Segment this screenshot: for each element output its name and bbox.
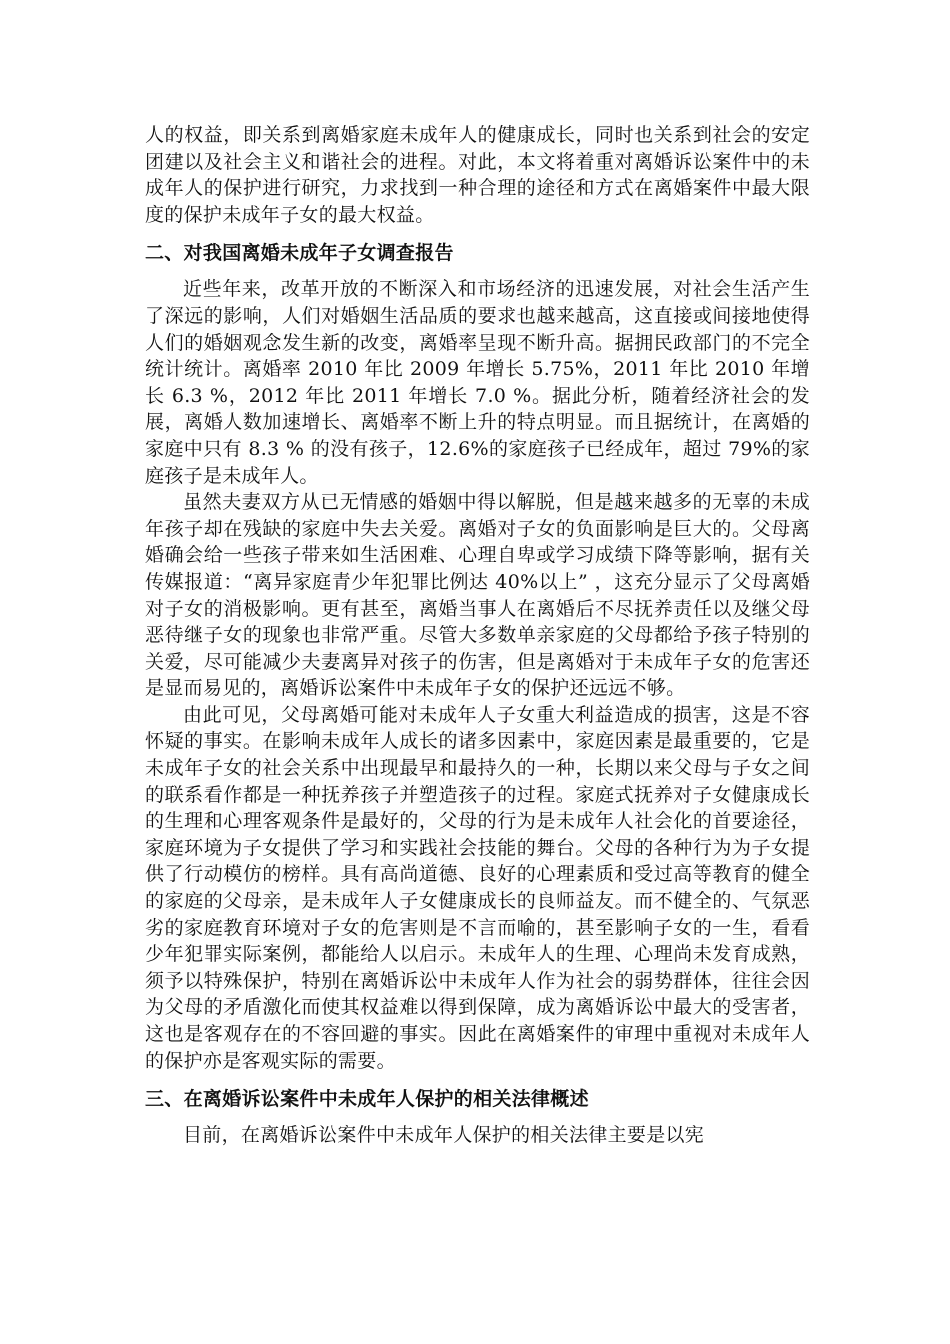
paragraph-divorce-statistics: 近些年来，改革开放的不断深入和市场经济的迅速发展，对社会生活产生了深远的影响，人们对婚姻生活品质的要求也越来越高，这直接或间接地使得人们的婚姻观念发生新的改变，离婚率呈现不断升高。据拥民政部门的不完全统计统计。离婚率 2010 年比 2009 年增长 5.75%，2011 年比 2010 年增长 6.3 %，2012 年比 2011 年增长 7.0 %。据此分析，随着经济社会的发展，离婚人数加速增长、离婚率不断上升的特点明显。而且据统计，在离婚的家庭中只有 8.3 % 的没有孩子，12.6%的家庭孩子已经成年，超过 79%的家庭孩子是未成年人。	[145, 278, 810, 487]
paragraph-family-importance: 由此可见，父母离婚可能对未成年人子女重大利益造成的损害，这是不容怀疑的事实。在影响未成年人成长的诸多因素中，家庭因素是最重要的，它是未成年子女的社会关系中出现最早和最持久的一种，长期以来父母与子女之间的联系看作都是一种抚养孩子并塑造孩子的过程。家庭式抚养对子女健康成长的生理和心理客观条件是最好的，父母的行为是未成年人社会化的首要途径，家庭环境为子女提供了学习和实践社会技能的舞台。父母的各种行为为子女提供了行动模仿的榜样。具有高尚道德、良好的心理素质和受过高等教育的健全的家庭的父母亲，是未成年人子女健康成长的良师益友。而不健全的、气氛恶劣的家庭教育环境对子女的危害则是不言而喻的，甚至影响子女的一生，看看少年犯罪实际案例，都能给人以启示。未成年人的生理、心理尚未发育成熟，须予以特殊保护，特别在离婚诉讼中未成年人作为社会的弱势群体，往往会因为父母的矛盾激化而使其权益难以得到保障，成为离婚诉讼中最大的受害者，这也是客观存在的不容回避的事实。因此在离婚案件的审理中重视对未成年人的保护亦是客观实际的需要。	[145, 703, 810, 1072]
paragraph-negative-impact: 虽然夫妻双方从已无情感的婚姻中得以解脱，但是越来越多的无辜的未成年孩子却在残缺的家庭中失去关爱。离婚对子女的负面影响是巨大的。父母离婚确会给一些孩子带来如生活困难、心理自卑或学习成绩下降等影响，据有关传媒报道：“离异家庭青少年犯罪比例达 40%以上” ，这充分显示了父母离婚对子女的消极影响。更有甚至，离婚当事人在离婚后不尽抚养责任以及继父母恶待继子女的现象也非常严重。尽管大多数单亲家庭的父母都给予孩子特别的关爱，尽可能减少夫妻离异对孩子的伤害，但是离婚对于未成年子女的危害还是显而易见的，离婚诉讼案件中未成年子女的保护还远远不够。	[145, 491, 810, 700]
section-heading-3: 三、在离婚诉讼案件中未成年人保护的相关法律概述	[145, 1088, 589, 1111]
document-page	[145, 122, 810, 1149]
paragraph-legal-overview: 目前，在离婚诉讼案件中未成年人保护的相关法律主要是以宪	[183, 1124, 705, 1147]
section-heading-2: 二、对我国离婚未成年子女调查报告	[145, 242, 454, 265]
paragraph-intro-continued: 人的权益，即关系到离婚家庭未成年人的健康成长，同时也关系到社会的安定团建以及社会主义和谐社会的进程。对此，本文将着重对离婚诉讼案件中的未成年人的保护进行研究，力求找到一种合理的途径和方式在离婚案件中最大限度的保护未成年子女的最大权益。	[145, 124, 810, 226]
